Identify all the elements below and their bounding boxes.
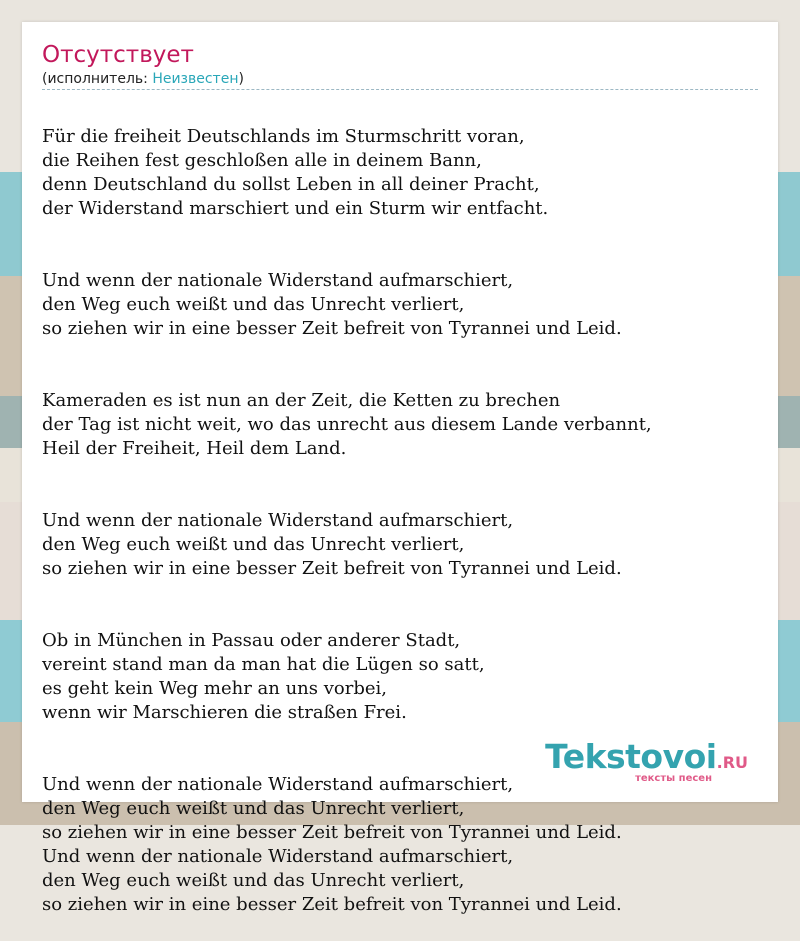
logo-tagline: тексты песен	[635, 773, 712, 784]
title-divider	[42, 89, 758, 90]
lyrics-stanza: Kameraden es ist nun an der Zeit, die Ketten zu brechen der Tag ist nicht weit, wo das unrecht aus diesem Lande verbannt, Heil der Freiheit, Heil dem Land.	[42, 390, 652, 459]
artist-link[interactable]: Неизвестен	[152, 71, 239, 87]
site-logo	[545, 737, 748, 784]
lyrics-stanza: Und wenn der nationale Widerstand aufmarschiert, den Weg euch weißt und das Unrecht verliert, so ziehen wir in eine besser Zeit befreit von Tyrannei und Leid.	[42, 270, 622, 339]
performer-suffix: )	[238, 71, 244, 87]
performer-prefix: (исполнитель:	[42, 71, 153, 87]
song-title: Отсутствует	[42, 42, 194, 68]
lyrics-stanza: Ob in München in Passau oder anderer Stadt, vereint stand man da man hat die Lügen so satt, es geht kein Weg mehr an uns vorbei, wenn wir Marschieren die straßen Frei.	[42, 630, 485, 723]
logo-tld: .RU	[716, 753, 748, 772]
lyrics-card	[22, 22, 778, 915]
lyrics-text	[42, 101, 758, 941]
lyrics-stanza: Und wenn der nationale Widerstand aufmarschiert, den Weg euch weißt und das Unrecht verliert, so ziehen wir in eine besser Zeit befreit von Tyrannei und Leid.	[42, 510, 622, 579]
lyrics-stanza: Und wenn der nationale Widerstand aufmarschiert, den Weg euch weißt und das Unrecht verliert, so ziehen wir in eine besser Zeit befreit von Tyrannei und Leid. Und wenn der nationale Widerstand aufmarschiert, den Weg euch weißt und das Unrecht verliert, so ziehen wir in eine besser Zeit befreit von Tyrannei und Leid.	[42, 774, 622, 915]
performer-line	[42, 71, 244, 87]
lyrics-stanza: Für die freiheit Deutschlands im Sturmschritt voran, die Reihen fest geschloßen alle in deinem Bann, denn Deutschland du sollst Leben in all deiner Pracht, der Widerstand marschiert und ein Sturm wir entfacht.	[42, 126, 549, 219]
logo-brand: Tekstovoi	[545, 737, 717, 776]
